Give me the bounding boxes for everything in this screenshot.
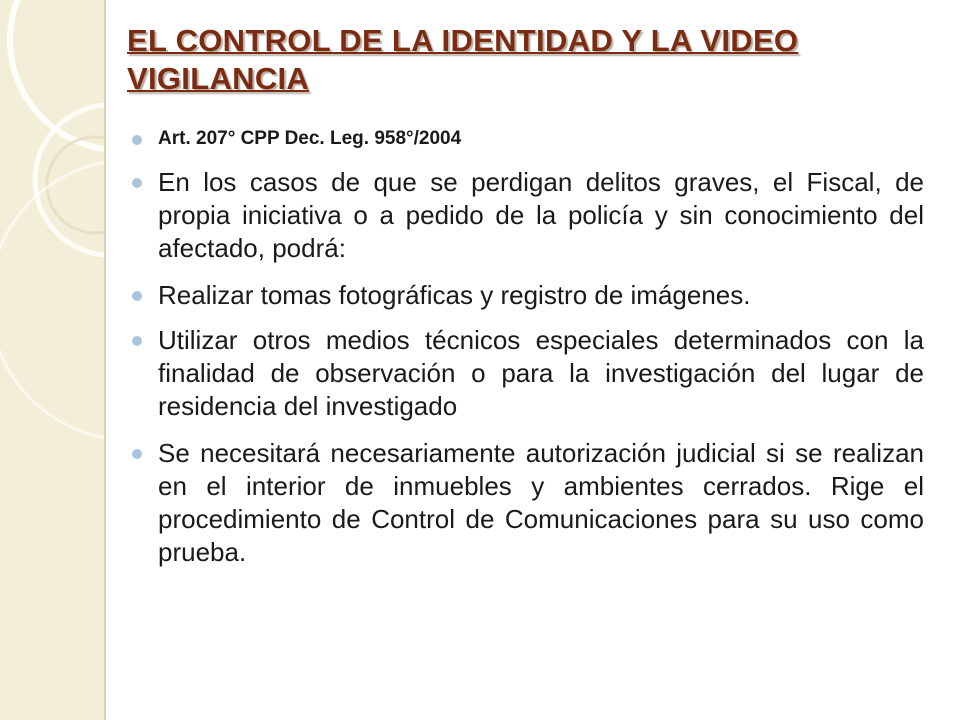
bullet-dot-icon	[132, 336, 142, 346]
bullet-text: En los casos de que se perdigan delitos graves, el Fiscal, de propia iniciativa o a pedido de la policía y sin conocimiento del afectado, podrá:	[158, 167, 924, 263]
bullet-item-photographs	[132, 279, 924, 312]
decorative-circles	[0, 0, 104, 720]
bullet-item-technical-means	[132, 324, 924, 423]
bullet-item-legal-reference	[132, 126, 924, 152]
bullet-text: Se necesitará necesariamente autorización judicial si se realizan en el interior de inmuebles y ambientes cerrados. Rige el procedimiento de Control de Comunicaciones para su uso como prueba.	[158, 438, 924, 567]
decorative-side-band	[0, 0, 106, 720]
bullet-dot-icon	[132, 178, 142, 188]
bullet-dot-icon	[132, 135, 142, 145]
bullet-item-serious-crimes	[132, 166, 924, 265]
slide-title: EL CONTROL DE LA IDENTIDAD Y LA VIDEO VIGILANCIA	[127, 23, 799, 96]
bullet-text: Realizar tomas fotográficas y registro de imágenes.	[158, 280, 751, 310]
bullet-text: Art. 207° CPP Dec. Leg. 958°/2004	[158, 128, 462, 149]
bullet-text: Utilizar otros medios técnicos especiales determinados con la finalidad de observación o para la investigación del lugar de residencia del investigado	[158, 325, 924, 421]
bullet-dot-icon	[132, 291, 142, 301]
bullet-dot-icon	[132, 449, 142, 459]
bullet-list	[132, 126, 924, 569]
bullet-item-judicial-authorization	[132, 437, 924, 569]
